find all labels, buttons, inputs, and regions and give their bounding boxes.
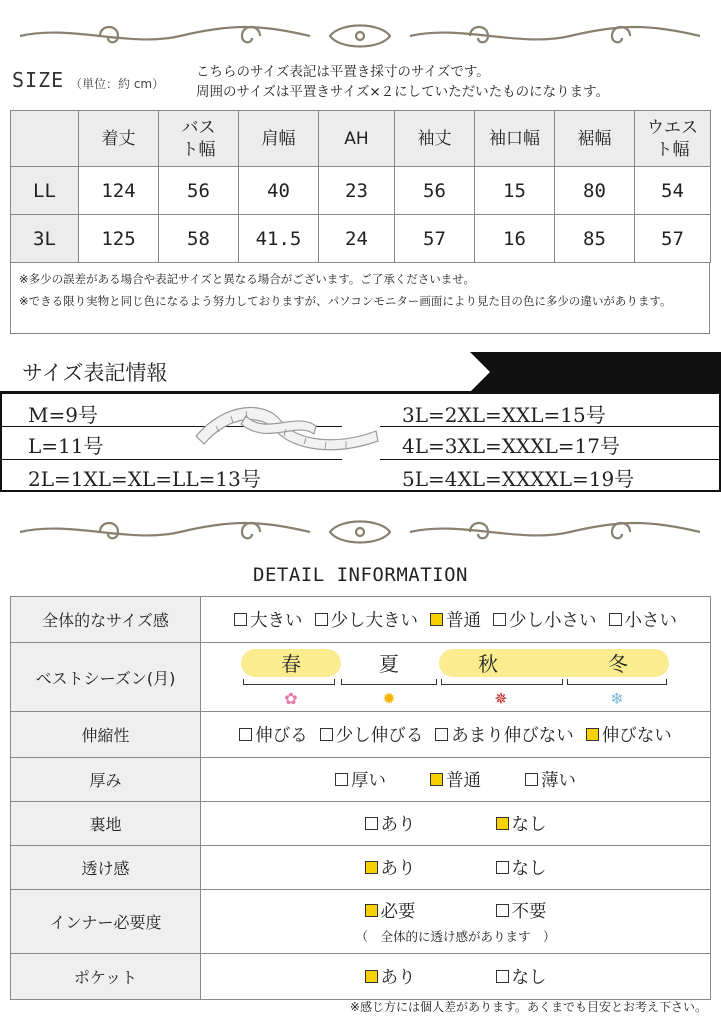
checkbox-icon [335,773,348,786]
option-item [496,898,547,923]
season-name-summer: 夏 [379,652,399,676]
option-text: あり [380,968,416,988]
option-item [496,855,547,880]
sunflower-icon: ✹ [382,689,396,708]
detail-row-season [11,643,711,712]
checkbox-icon [609,613,622,626]
checkbox-icon [239,728,252,741]
season-name-winter: 冬 [608,652,628,676]
option-item [234,607,303,632]
option-item [586,722,672,747]
detail-label: 伸縮性 [11,712,201,758]
size-info-right-1: 3L=2XL=XXL=15号 [402,403,606,427]
detail-row-sheer [11,846,711,890]
option-text: 必要 [380,902,416,922]
option-text: 少し小さい [509,611,597,631]
option-item [496,811,547,836]
detail-options [201,890,711,954]
option-item [365,855,416,880]
option-text: 厚い [351,771,386,791]
size-cell: 15 [475,167,555,215]
detail-label: 全体的なサイズ感 [11,597,201,643]
option-text: 伸びる [255,726,308,746]
checkbox-icon [496,970,509,983]
disclaimer-1: ※多少の誤差がある場合や表記サイズと異なる場合がございます。ご了承くださいませ。 [19,272,475,286]
size-row-3l [11,215,711,263]
size-cell: 56 [395,167,475,215]
checkbox-checked-icon [365,904,378,917]
option-item [365,898,416,923]
checkbox-icon [234,613,247,626]
size-cell: 124 [79,167,159,215]
info-divider [380,459,719,460]
size-cell: 54 [635,167,711,215]
checkbox-checked-icon [586,728,599,741]
option-text: 小さい [624,611,677,631]
size-info-left-3: 2L=1XL=XL=LL=13号 [28,467,261,491]
detail-row-size-feel [11,597,711,643]
detail-row-pocket [11,954,711,1000]
detail-label: ポケット [11,954,201,1000]
detail-options [201,758,711,802]
option-item [493,607,597,632]
season-name-spring: 春 [281,652,301,676]
option-item [239,722,308,747]
detail-title: DETAIL INFORMATION [253,564,468,586]
size-info-left-1: M=9号 [28,403,98,427]
option-item [609,607,678,632]
detail-options [201,802,711,846]
detail-label: 厚み [11,758,201,802]
size-table [10,110,711,263]
checkbox-icon [320,728,333,741]
detail-row-inner [11,890,711,954]
size-col-header: 袖丈 [395,111,475,167]
option-item [525,767,576,792]
disclaimer-2: ※できる限り実物と同じ色になるよう努力しておりますが、パソコンモニター画面により見た目の色に多少の違いがあります。 [19,294,672,308]
size-row-label: LL [11,167,79,215]
size-note-2: 周囲のサイズは平置きサイズ×２にしていただいたものになります。 [196,84,610,100]
size-cell: 56 [159,167,239,215]
option-text: 大きい [250,611,303,631]
size-info-left-2: L=11号 [28,434,104,458]
season-chart [201,643,710,711]
option-text: 普通 [446,771,481,791]
ornament-divider-top [10,14,710,54]
option-item [320,722,424,747]
size-cell: 58 [159,215,239,263]
size-col-header-text: ウエスト幅 [647,117,698,160]
size-cell: 40 [239,167,319,215]
season-cell [201,643,711,712]
option-text: あまり伸びない [451,726,574,746]
size-cell: 23 [319,167,395,215]
checkbox-icon [496,904,509,917]
checkbox-icon [315,613,328,626]
option-item [335,767,386,792]
option-item [430,607,481,632]
option-text: なし [511,815,547,835]
size-row-label: 3L [11,215,79,263]
season-bracket [567,679,667,685]
option-text: なし [511,859,547,879]
size-col-header: 肩幅 [239,111,319,167]
option-item [365,964,416,989]
detail-options [201,846,711,890]
detail-options [201,712,711,758]
size-col-header [159,111,239,167]
size-heading: SIZE [12,68,65,92]
option-item [365,811,416,836]
checkbox-checked-icon [430,613,443,626]
size-cell: 24 [319,215,395,263]
option-item [496,964,547,989]
season-bracket [441,679,563,685]
checkbox-icon [365,817,378,830]
inner-note: （ 全体的に透け感があります ） [355,929,556,944]
maple-leaf-icon: ✵ [494,689,508,708]
size-col-header [635,111,711,167]
snowflake-icon: ❄ [610,689,624,708]
info-divider [2,459,342,460]
detail-label: 裏地 [11,802,201,846]
sakura-flower-icon: ✿ [284,689,298,708]
size-cell: 85 [555,215,635,263]
ornament-divider-middle [10,510,710,550]
option-text: 少し大きい [330,611,418,631]
option-text: 薄い [541,771,576,791]
option-text: あり [380,815,416,835]
option-text: 少し伸びる [335,726,424,746]
size-note-1: こちらのサイズ表記は平置き採寸のサイズです。 [196,64,490,80]
season-bracket [341,679,437,685]
option-text: 不要 [511,902,547,922]
detail-row-lining [11,802,711,846]
option-text: あり [380,859,416,879]
season-bracket [243,679,335,685]
checkbox-icon [496,861,509,874]
size-cell: 16 [475,215,555,263]
checkbox-icon [525,773,538,786]
detail-row-stretch [11,712,711,758]
size-info-right-2: 4L=3XL=XXXL=17号 [402,434,620,458]
size-disclaimers [10,262,710,334]
checkbox-checked-icon [365,861,378,874]
detail-options [201,954,711,1000]
option-item [315,607,419,632]
detail-label: ベストシーズン(月) [11,643,201,712]
footer-note: ※感じ方には個人差があります。あくまでも目安とお考え下さい。 [349,1000,707,1014]
size-info-right-3: 5L=4XL=XXXXL=19号 [402,467,635,491]
checkbox-icon [493,613,506,626]
season-name-autumn: 秋 [478,652,498,676]
size-col-header: 着丈 [79,111,159,167]
checkbox-checked-icon [365,970,378,983]
size-info-title: サイズ表記情報 [22,361,168,385]
option-item [430,767,481,792]
option-item [435,722,574,747]
size-cell: 57 [635,215,711,263]
size-row-ll [11,167,711,215]
checkbox-checked-icon [430,773,443,786]
detail-table [10,596,711,1000]
size-cell: 57 [395,215,475,263]
size-cell: 41.5 [239,215,319,263]
size-col-header-text: バスト幅 [181,117,216,160]
option-text: なし [511,968,547,988]
size-col-header: 裾幅 [555,111,635,167]
option-text: 普通 [446,611,481,631]
measuring-tape-icon [186,396,386,458]
detail-label: 透け感 [11,846,201,890]
size-col-header: AH [319,111,395,167]
detail-label: インナー必要度 [11,890,201,954]
detail-options [201,597,711,643]
checkbox-checked-icon [496,817,509,830]
detail-row-thickness [11,758,711,802]
size-col-header: 袖口幅 [475,111,555,167]
size-cell: 80 [555,167,635,215]
size-unit: （単位：約 cm） [70,77,165,91]
checkbox-icon [435,728,448,741]
option-text: 伸びない [601,726,672,746]
size-cell: 125 [79,215,159,263]
size-table-corner [11,111,79,167]
